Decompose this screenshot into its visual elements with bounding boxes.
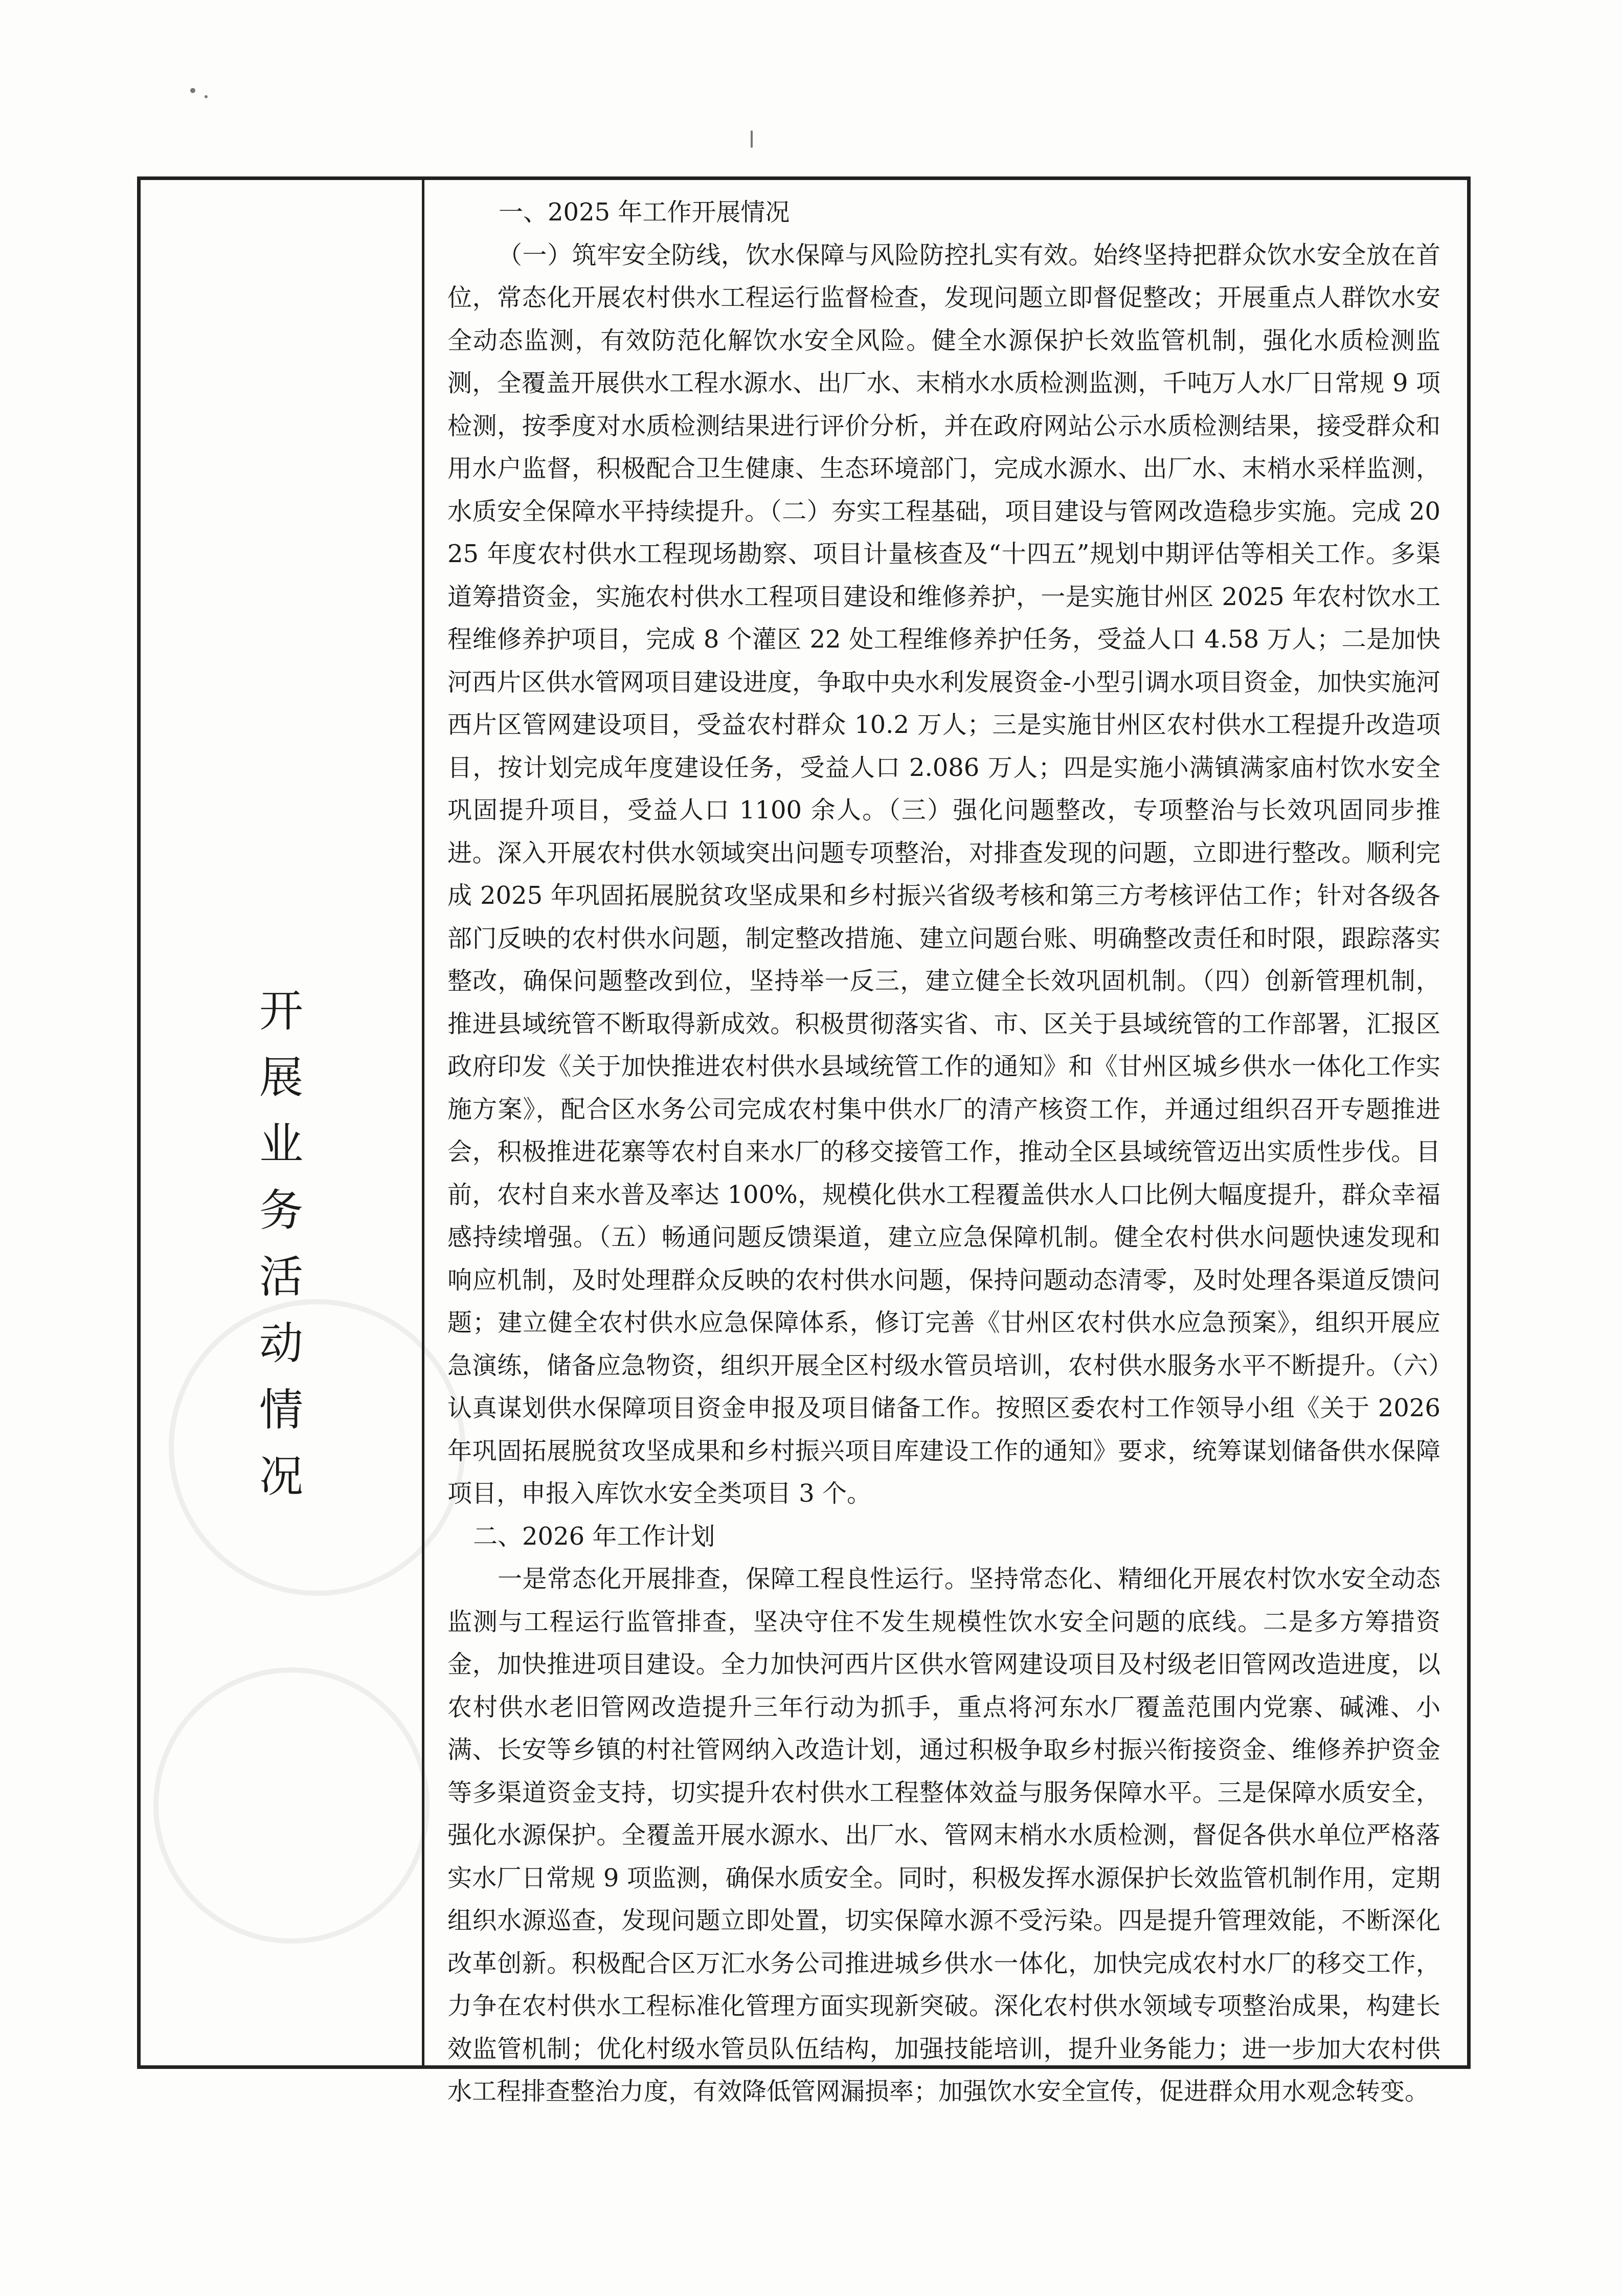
section-heading-2026: 二、2026 年工作计划 (473, 1522, 715, 1551)
section-heading-2025: 一、2025 年工作开展情况 (499, 198, 790, 227)
section-body-2026: 一是常态化开展排查，保障工程良性运行。坚持常态化、精细化开展农村饮水安全动态监测与工程运行监管排查，坚决守住不发生规模性饮水安全问题的底线。二是多方筹措资金，加快推进项目建设。全力加快河西片区供水管网建设项目及村级老旧管网改造进度，以农村供水老旧管网改造提升三年行动为抓手，重点将河东水厂覆盖范围内党寨、碱滩、小满、长安等乡镇的村社管网纳入改造计划，通过积极争取乡村振兴衔接资金、维修养护资金等多渠道资金支持，切实提升农村供水工程整体效益与服务保障水平。三是保障水质安全，强化水源保护。全覆盖开展水源水、出厂水、管网末梢水水质检测，督促各供水单位严格落实水厂日常规 9 项监测，确保水质安全。同时，积极发挥水源保护长效监管机制作用，定期组织水源巡查，发现问题立即处置，切实保障水源不受污染。四是提升管理效能，不断深化改革创新。积极配合区万汇水务公司推进城乡供水一体化，加快完成农村水厂的移交工作，力争在农村供水工程标准化管理方面实现新突破。深化农村供水领域专项整治成果，构建长效监管机制；优化村级水管员队伍结构，加强技能培训，提升业务能力；进一步加大农村供水工程排查整治力度，有效降低管网漏损率；加强饮水安全宣传，促进群众用水观念转变。 (447, 1565, 1440, 2106)
field-label-vertical (141, 978, 422, 1510)
scan-speck (190, 88, 195, 93)
field-label-cell (141, 180, 424, 2065)
section-body-2025: （一）筑牢安全防线，饮水保障与风险防控扎实有效。始终坚持把群众饮水安全放在首位，常态化开展农村供水工程运行监督检查，发现问题立即督促整改；开展重点人群饮水安全动态监测，有效防范化解饮水安全风险。健全水源保护长效监管机制，强化水质检测监测，全覆盖开展供水工程水源水、出厂水、末梢水水质检测监测，千吨万人水厂日常规 9 项检测，按季度对水质检测结果进行评价分析，并在政府网站公示水质检测结果，接受群众和用水户监督，积极配合卫生健康、生态环境部门，完成水源水、出厂水、末梢水采样监测，水质安全保障水平持续提升。（二）夯实工程基础，项目建设与管网改造稳步实施。完成 2025 年度农村供水工程现场勘察、项目计量核查及“十四五”规划中期评估等相关工作。多渠道筹措资金，实施农村供水工程项目建设和维修养护，一是实施甘州区 2025 年农村饮水工程维修养护项目，完成 8 个灌区 22 处工程维修养护任务，受益人口 4.58 万人；二是加快河西片区供水管网项目建设进度，争取中央水利发展资金-小型引调水项目资金，加快实施河西片区管网建设项目，受益农村群众 10.2 万人；三是实施甘州区农村供水工程提升改造项目，按计划完成年度建设任务，受益人口 2.086 万人；四是实施小满镇满家庙村饮水安全巩固提升项目，受益人口 1100 余人。（三）强化问题整改，专项整治与长效巩固同步推进。深入开展农村供水领域突出问题专项整治，对排查发现的问题，立即进行整改。顺利完成 2025 年巩固拓展脱贫攻坚成果和乡村振兴省级考核和第三方考核评估工作；针对各级各部门反映的农村供水问题，制定整改措施、建立问题台账、明确整改责任和时限，跟踪落实整改，确保问题整改到位，坚持举一反三，建立健全长效巩固机制。（四）创新管理机制，推进县域统管不断取得新成效。积极贯彻落实省、市、区关于县域统管的工作部署，汇报区政府印发《关于加快推进农村供水县域统管工作的通知》和《甘州区城乡供水一体化工作实施方案》，配合区水务公司完成农村集中供水厂的清产核资工作，并通过组织召开专题推进会，积极推进花寨等农村自来水厂的移交接管工作，推动全区县域统管迈出实质性步伐。目前，农村自来水普及率达 100%，规模化供水工程覆盖供水人口比例大幅度提升，群众幸福感持续增强。（五）畅通问题反馈渠道，建立应急保障机制。健全农村供水问题快速发现和响应机制，及时处理群众反映的农村供水问题，保持问题动态清零，及时处理各渠道反馈问题；建立健全农村供水应急保障体系，修订完善《甘州区农村供水应急预案》，组织开展应急演练，储备应急物资，组织开展全区村级水管员培训，农村供水服务水平不断提升。（六）认真谋划供水保障项目资金申报及项目储备工作。按照区委农村工作领导小组《关于 2026 年巩固拓展脱贫攻坚成果和乡村振兴项目库建设工作的通知》要求，统筹谋划储备供水保障项目，申报入库饮水安全类项目 3 个。 (447, 240, 1440, 1508)
field-label-char: 况 (259, 1451, 303, 1502)
form-table (137, 176, 1471, 2106)
field-content-cell (424, 180, 1467, 2106)
scan-speck (751, 130, 753, 148)
field-label-char: 动 (259, 1318, 303, 1369)
field-label-char: 业 (259, 1119, 303, 1170)
field-label-char: 情 (259, 1385, 303, 1436)
field-label-char: 务 (259, 1185, 303, 1236)
scan-speck (205, 95, 208, 98)
field-label-char: 开 (259, 986, 303, 1037)
field-label-char: 活 (259, 1252, 303, 1303)
field-label-char: 展 (259, 1052, 303, 1103)
